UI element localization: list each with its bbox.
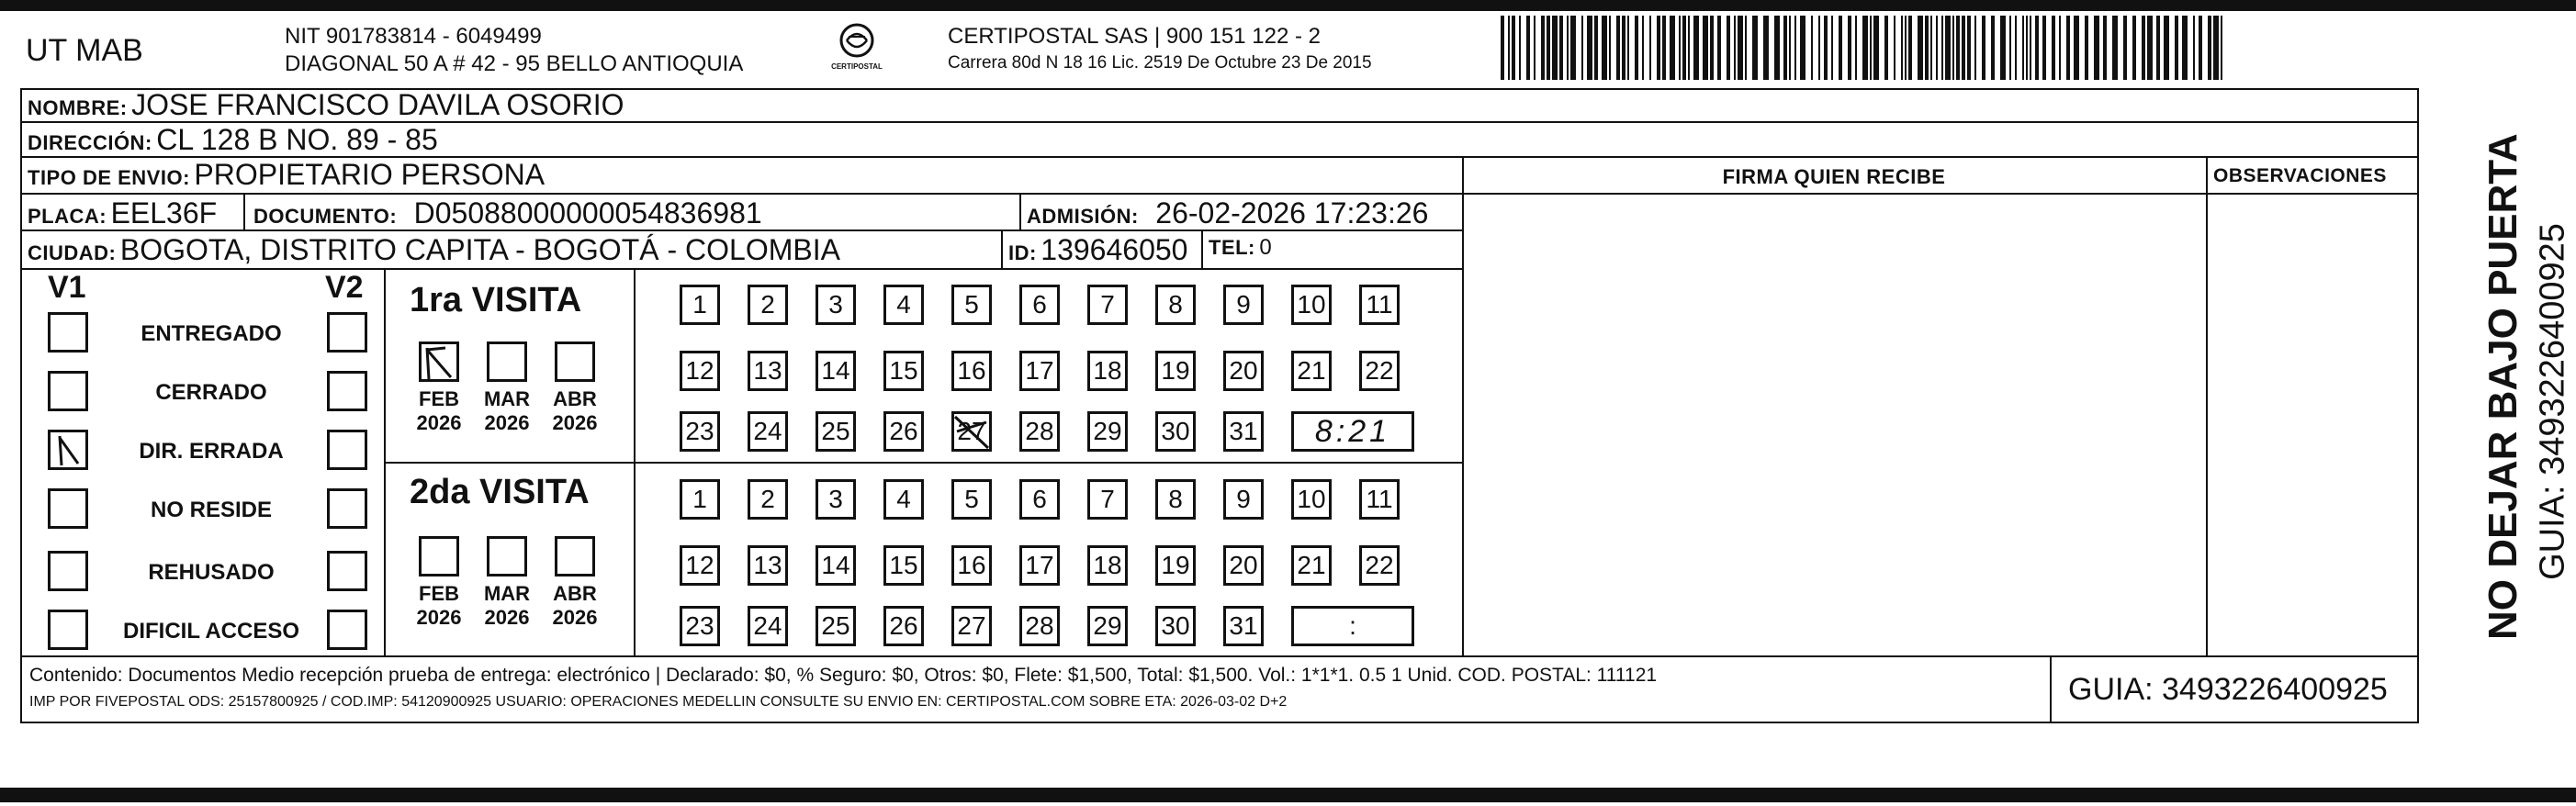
v2-checkbox[interactable] bbox=[327, 371, 367, 411]
barcode-bar bbox=[2112, 16, 2118, 80]
day-box[interactable]: 21 bbox=[1291, 351, 1332, 391]
observaciones-label: OBSERVACIONES bbox=[2213, 165, 2387, 186]
firma-label: FIRMA QUIEN RECIBE bbox=[1722, 165, 1946, 188]
barcode-bar bbox=[1559, 16, 1563, 80]
v2-checkbox[interactable] bbox=[327, 610, 367, 650]
barcode-bar bbox=[1962, 16, 1965, 80]
day-box[interactable]: 28 bbox=[1019, 606, 1060, 646]
day-box[interactable]: 26 bbox=[883, 606, 924, 646]
barcode-bar bbox=[2066, 16, 2070, 80]
day-box[interactable]: 6 bbox=[1019, 285, 1060, 325]
day-box[interactable]: 16 bbox=[951, 545, 992, 586]
day-box[interactable]: 1 bbox=[680, 479, 720, 520]
barcode-bar bbox=[1982, 16, 1985, 80]
day-box[interactable]: 23 bbox=[680, 606, 720, 646]
barcode-bar bbox=[2042, 16, 2046, 80]
barcode-bar bbox=[2164, 16, 2169, 80]
month-checkbox[interactable] bbox=[487, 536, 527, 577]
barcode-bar bbox=[1649, 16, 1651, 80]
barcode-bar bbox=[1679, 16, 1681, 80]
nombre-label: NOMBRE: bbox=[28, 96, 128, 119]
barcode-bar bbox=[1901, 16, 1903, 80]
barcode-bar bbox=[1512, 16, 1515, 80]
barcode-bar bbox=[2208, 16, 2211, 80]
year-label: 2026 bbox=[484, 606, 530, 629]
documento-value: D05088000000054836981 bbox=[413, 196, 762, 229]
year-label: 2026 bbox=[416, 606, 462, 629]
v1-checkbox[interactable] bbox=[48, 488, 88, 529]
direccion-row bbox=[28, 123, 438, 157]
carrier-name: CERTIPOSTAL SAS | 900 151 122 - 2 bbox=[948, 24, 1321, 49]
barcode-bar bbox=[2022, 16, 2024, 80]
barcode-bar bbox=[2221, 16, 2222, 80]
barcode-bar bbox=[1567, 16, 1569, 80]
nombre-value: JOSE FRANCISCO DAVILA OSORIO bbox=[131, 88, 624, 121]
month-label: ABR bbox=[553, 387, 597, 410]
barcode-bar bbox=[1884, 16, 1888, 80]
day-box[interactable]: 22 bbox=[1359, 545, 1400, 586]
v2-checkbox[interactable] bbox=[327, 551, 367, 591]
year-label: 2026 bbox=[484, 411, 530, 434]
barcode-bar bbox=[1824, 16, 1828, 80]
barcode-bar bbox=[1622, 16, 1625, 80]
day-box[interactable]: 25 bbox=[816, 606, 856, 646]
barcode-bar bbox=[1657, 16, 1660, 80]
day-box[interactable]: 7 bbox=[1087, 285, 1128, 325]
documento-label: DOCUMENTO: bbox=[253, 205, 398, 228]
barcode-bar bbox=[1703, 16, 1708, 80]
barcode-bar bbox=[1519, 16, 1521, 80]
month-label: MAR bbox=[483, 582, 531, 605]
day-box[interactable]: 30 bbox=[1155, 411, 1196, 452]
v1-checkbox[interactable] bbox=[48, 430, 88, 470]
barcode-bar bbox=[1848, 16, 1851, 80]
placa-label: PLACA: bbox=[28, 205, 107, 228]
v1-checkbox[interactable] bbox=[48, 371, 88, 411]
day-box[interactable]: 22 bbox=[1359, 351, 1400, 391]
barcode-bar bbox=[1670, 16, 1675, 80]
status-label: ENTREGADO bbox=[141, 321, 282, 346]
side-guia: GUIA: 3493226400925 bbox=[2533, 223, 2572, 580]
month-checkbox[interactable] bbox=[419, 341, 459, 382]
imp-text: IMP POR FIVEPOSTAL ODS: 25157800925 / COD.IMP: 54120900925 USUARIO: OPERACIONES MEDELLIN CONSULTE SU ENVIO EN: CERTIPOSTAL.COM SOBRE ETA: 2026-03-02 D+2 bbox=[29, 694, 1288, 710]
barcode-bar bbox=[1710, 16, 1714, 80]
barcode-bar bbox=[1642, 16, 1644, 80]
barcode-bar bbox=[1774, 16, 1780, 80]
day-box[interactable]: 12 bbox=[680, 351, 720, 391]
day-box[interactable]: 27 bbox=[951, 606, 992, 646]
day-box[interactable]: 8 bbox=[1155, 479, 1196, 520]
placa-field bbox=[28, 196, 217, 230]
year-label: 2026 bbox=[552, 411, 598, 434]
barcode-bar bbox=[1952, 16, 1954, 80]
status-label: REHUSADO bbox=[148, 560, 275, 585]
barcode-bar bbox=[1918, 16, 1923, 80]
month-label: MAR bbox=[483, 387, 531, 410]
tipo-envio-value: PROPIETARIO PERSONA bbox=[194, 158, 546, 191]
barcode-bar bbox=[1627, 16, 1629, 80]
day-box[interactable]: 4 bbox=[883, 285, 924, 325]
barcode-bar bbox=[2103, 16, 2107, 80]
tel-field bbox=[1209, 235, 1272, 261]
barcode-bar bbox=[1783, 16, 1787, 80]
id-value: 139646050 bbox=[1041, 233, 1188, 266]
status-label: DIFICIL ACCESO bbox=[122, 619, 299, 644]
barcode-bar bbox=[1609, 16, 1611, 80]
day-box[interactable]: 19 bbox=[1155, 351, 1196, 391]
day-box[interactable]: 15 bbox=[883, 545, 924, 586]
v2-checkbox[interactable] bbox=[327, 488, 367, 529]
guia-footer: GUIA: 3493226400925 bbox=[2068, 672, 2388, 707]
day-box[interactable]: 18 bbox=[1087, 351, 1128, 391]
admision-value: 26-02-2026 17:23:26 bbox=[1155, 196, 1429, 229]
tipo-envio-row bbox=[28, 158, 545, 192]
barcode-bar bbox=[1570, 16, 1576, 80]
day-box[interactable]: 6 bbox=[1019, 479, 1060, 520]
barcode-bar bbox=[1941, 16, 1943, 80]
day-box[interactable]: 10 bbox=[1291, 479, 1332, 520]
barcode-bar bbox=[1594, 16, 1598, 80]
barcode-bar bbox=[1831, 16, 1833, 80]
barcode-bar bbox=[1930, 16, 1932, 80]
barcode-bar bbox=[1974, 16, 1976, 80]
barcode-bar bbox=[1818, 16, 1820, 80]
nombre-row bbox=[28, 88, 624, 122]
barcode-bar bbox=[1552, 16, 1558, 80]
barcode-bar bbox=[1789, 16, 1791, 80]
observaciones-area[interactable] bbox=[2210, 196, 2417, 654]
day-box[interactable]: 17 bbox=[1019, 351, 1060, 391]
barcode-bar bbox=[1727, 16, 1730, 80]
day-box[interactable]: 30 bbox=[1155, 606, 1196, 646]
day-box[interactable]: 25 bbox=[816, 411, 856, 452]
tel-label: TEL: bbox=[1209, 236, 1255, 259]
ciudad-label: CIUDAD: bbox=[28, 241, 117, 264]
barcode-bar bbox=[1602, 16, 1607, 80]
month-label: FEB bbox=[419, 387, 459, 410]
v1-header: V1 bbox=[48, 270, 86, 305]
admision-field bbox=[1027, 196, 1428, 230]
barcode-bar bbox=[1905, 16, 1907, 80]
side-warning: NO DEJAR BAJO PUERTA bbox=[2480, 133, 2525, 640]
documento-field bbox=[253, 196, 762, 230]
barcode-bar bbox=[2213, 16, 2219, 80]
barcode-bar bbox=[1945, 16, 1951, 80]
day-box[interactable]: 24 bbox=[748, 606, 788, 646]
contenido-text: Contenido: Documentos Medio recepción prueba de entrega: electrónico | Declarado: $0, % Seguro: $0, Otros: $0, Flete: $1,500, Total: $1,500. Vol.: 1*1*1. 0.5 1 Unid. COD. POSTAL: 111121 bbox=[29, 665, 1658, 686]
barcode-bar bbox=[1662, 16, 1666, 80]
day-box[interactable]: 3 bbox=[816, 285, 856, 325]
barcode-bar bbox=[2000, 16, 2006, 80]
day-box[interactable]: 9 bbox=[1223, 479, 1264, 520]
barcode-bar bbox=[1873, 16, 1879, 80]
barcode-bar bbox=[2142, 16, 2145, 80]
barcode-bar bbox=[2035, 16, 2039, 80]
barcode-bar bbox=[2199, 16, 2202, 80]
logo-text: CERTIPOSTAL bbox=[831, 62, 883, 71]
barcode-bar bbox=[1763, 16, 1769, 80]
barcode-bar bbox=[1587, 16, 1592, 80]
day-box[interactable]: 19 bbox=[1155, 545, 1196, 586]
day-box[interactable]: 21 bbox=[1291, 545, 1332, 586]
ciudad-value: BOGOTA, DISTRITO CAPITA - BOGOTÁ - COLOMBIA bbox=[119, 233, 840, 266]
day-box[interactable]: 20 bbox=[1223, 545, 1264, 586]
barcode-bar bbox=[1839, 16, 1842, 80]
day-box[interactable]: 31 bbox=[1223, 606, 1264, 646]
day-box[interactable]: 29 bbox=[1087, 606, 1128, 646]
signature-area[interactable] bbox=[1466, 196, 2204, 654]
barcode-bar bbox=[1526, 16, 1530, 80]
barcode-bar bbox=[1870, 16, 1872, 80]
barcode-bar bbox=[1508, 16, 1510, 80]
barcode-bar bbox=[1501, 16, 1504, 80]
barcode-bar bbox=[1734, 16, 1736, 80]
barcode-bar bbox=[2015, 16, 2017, 80]
direccion-value: CL 128 B NO. 89 - 85 bbox=[156, 123, 438, 156]
barcode-bar bbox=[1855, 16, 1857, 80]
day-box[interactable]: 3 bbox=[816, 479, 856, 520]
day-box[interactable]: 4 bbox=[883, 479, 924, 520]
barcode-bar bbox=[1894, 16, 1895, 80]
v1-checkbox[interactable] bbox=[48, 551, 88, 591]
barcode-bar bbox=[1534, 16, 1535, 80]
v2-header: V2 bbox=[325, 270, 364, 305]
day-box[interactable]: 31 bbox=[1223, 411, 1264, 452]
barcode-bar bbox=[2156, 16, 2160, 80]
day-box[interactable]: 10 bbox=[1291, 285, 1332, 325]
day-box[interactable]: 23 bbox=[680, 411, 720, 452]
day-check-mark bbox=[951, 411, 992, 452]
day-box[interactable]: 28 bbox=[1019, 411, 1060, 452]
day-box[interactable]: 5 bbox=[951, 479, 992, 520]
day-box[interactable]: 27 bbox=[951, 411, 992, 452]
day-box[interactable]: 9 bbox=[1223, 285, 1264, 325]
barcode-bar bbox=[1693, 16, 1699, 80]
company-address: DIAGONAL 50 A # 42 - 95 BELLO ANTIOQUIA bbox=[285, 51, 744, 76]
id-field bbox=[1008, 233, 1187, 267]
barcode-bar bbox=[2193, 16, 2195, 80]
tel-value: 0 bbox=[1259, 235, 1273, 260]
status-label: CERRADO bbox=[155, 380, 267, 405]
barcode-bar bbox=[1925, 16, 1929, 80]
day-box[interactable]: 16 bbox=[951, 351, 992, 391]
barcode-bar bbox=[1811, 16, 1813, 80]
barcode-bar bbox=[2147, 16, 2153, 80]
month-checkbox[interactable] bbox=[487, 341, 527, 382]
barcode-bar bbox=[1752, 16, 1758, 80]
barcode-bar bbox=[1991, 16, 1995, 80]
barcode-bar bbox=[2030, 16, 2031, 80]
day-box[interactable]: 8 bbox=[1155, 285, 1196, 325]
barcode-bar bbox=[1967, 16, 1971, 80]
barcode-bar bbox=[2009, 16, 2011, 80]
barcode-bar bbox=[2175, 16, 2178, 80]
barcode-bar bbox=[1616, 16, 1620, 80]
status-label: DIR. ERRADA bbox=[139, 439, 284, 464]
bottom-border bbox=[0, 788, 2576, 802]
visit1-title: 1ra VISITA bbox=[410, 281, 582, 319]
barcode-bar bbox=[2085, 16, 2088, 80]
day-box[interactable]: 1 bbox=[680, 285, 720, 325]
barcode-bar bbox=[1635, 16, 1638, 80]
carrier-license: Carrera 80d N 18 16 Lic. 2519 De Octubre 23 De 2015 bbox=[948, 53, 1372, 73]
barcode-bar bbox=[1717, 16, 1721, 80]
ciudad-field bbox=[28, 233, 840, 267]
day-box[interactable]: 20 bbox=[1223, 351, 1264, 391]
day-box[interactable]: 11 bbox=[1359, 285, 1400, 325]
barcode-bar bbox=[2094, 16, 2099, 80]
day-box[interactable]: 13 bbox=[748, 351, 788, 391]
day-box[interactable]: 18 bbox=[1087, 545, 1128, 586]
day-box[interactable]: 14 bbox=[816, 545, 856, 586]
year-label: 2026 bbox=[416, 411, 462, 434]
month-label: FEB bbox=[419, 582, 459, 605]
id-label: ID: bbox=[1008, 241, 1037, 264]
barcode-bar bbox=[1738, 16, 1743, 80]
day-box[interactable]: 24 bbox=[748, 411, 788, 452]
company-nit: NIT 901783814 - 6049499 bbox=[285, 24, 542, 49]
barcode-bar bbox=[2026, 16, 2028, 80]
v1-checkbox[interactable] bbox=[48, 312, 88, 353]
day-box[interactable]: 7 bbox=[1087, 479, 1128, 520]
barcode-bar bbox=[1547, 16, 1550, 80]
certipostal-logo bbox=[827, 20, 887, 75]
barcode-bar bbox=[2074, 16, 2079, 80]
top-border bbox=[0, 0, 2576, 11]
barcode-bar bbox=[1862, 16, 1868, 80]
day-box[interactable]: 26 bbox=[883, 411, 924, 452]
month-checkbox[interactable] bbox=[419, 536, 459, 577]
barcode-bar bbox=[2123, 16, 2127, 80]
day-box[interactable]: 2 bbox=[748, 285, 788, 325]
status-label: NO RESIDE bbox=[150, 498, 273, 522]
barcode-bar bbox=[1682, 16, 1686, 80]
v2-checkbox[interactable] bbox=[327, 312, 367, 353]
day-box[interactable]: 2 bbox=[748, 479, 788, 520]
barcode bbox=[1501, 16, 2232, 80]
barcode-bar bbox=[2052, 16, 2055, 80]
v1-checkbox[interactable] bbox=[48, 610, 88, 650]
direccion-label: DIRECCIÓN: bbox=[28, 131, 152, 154]
time-box[interactable]: 8:21 bbox=[1291, 411, 1414, 452]
barcode-bar bbox=[2132, 16, 2136, 80]
year-label: 2026 bbox=[552, 606, 598, 629]
barcode-bar bbox=[1794, 16, 1796, 80]
barcode-bar bbox=[2182, 16, 2188, 80]
company-name: UT MAB bbox=[26, 33, 143, 68]
month-label: ABR bbox=[553, 582, 597, 605]
barcode-bar bbox=[1581, 16, 1583, 80]
barcode-bar bbox=[1908, 16, 1912, 80]
day-box[interactable]: 12 bbox=[680, 545, 720, 586]
day-box[interactable]: 13 bbox=[748, 545, 788, 586]
barcode-bar bbox=[1745, 16, 1747, 80]
day-box[interactable]: 17 bbox=[1019, 545, 1060, 586]
placa-value: EEL36F bbox=[110, 196, 218, 229]
admision-label: ADMISIÓN: bbox=[1027, 205, 1139, 228]
barcode-bar bbox=[1936, 16, 1938, 80]
tipo-envio-label: TIPO DE ENVIO: bbox=[28, 166, 190, 189]
time-box[interactable]: : bbox=[1291, 606, 1414, 646]
barcode-bar bbox=[1800, 16, 1805, 80]
barcode-bar bbox=[2059, 16, 2061, 80]
barcode-bar bbox=[1688, 16, 1690, 80]
barcode-bar bbox=[1541, 16, 1545, 80]
barcode-bar bbox=[1956, 16, 1960, 80]
day-box[interactable]: 5 bbox=[951, 285, 992, 325]
month-checkbox[interactable] bbox=[555, 536, 595, 577]
v2-checkbox[interactable] bbox=[327, 430, 367, 470]
visit2-title: 2da VISITA bbox=[410, 473, 590, 511]
day-box[interactable]: 11 bbox=[1359, 479, 1400, 520]
day-box[interactable]: 29 bbox=[1087, 411, 1128, 452]
month-checkbox[interactable] bbox=[555, 341, 595, 382]
day-box[interactable]: 15 bbox=[883, 351, 924, 391]
day-box[interactable]: 14 bbox=[816, 351, 856, 391]
